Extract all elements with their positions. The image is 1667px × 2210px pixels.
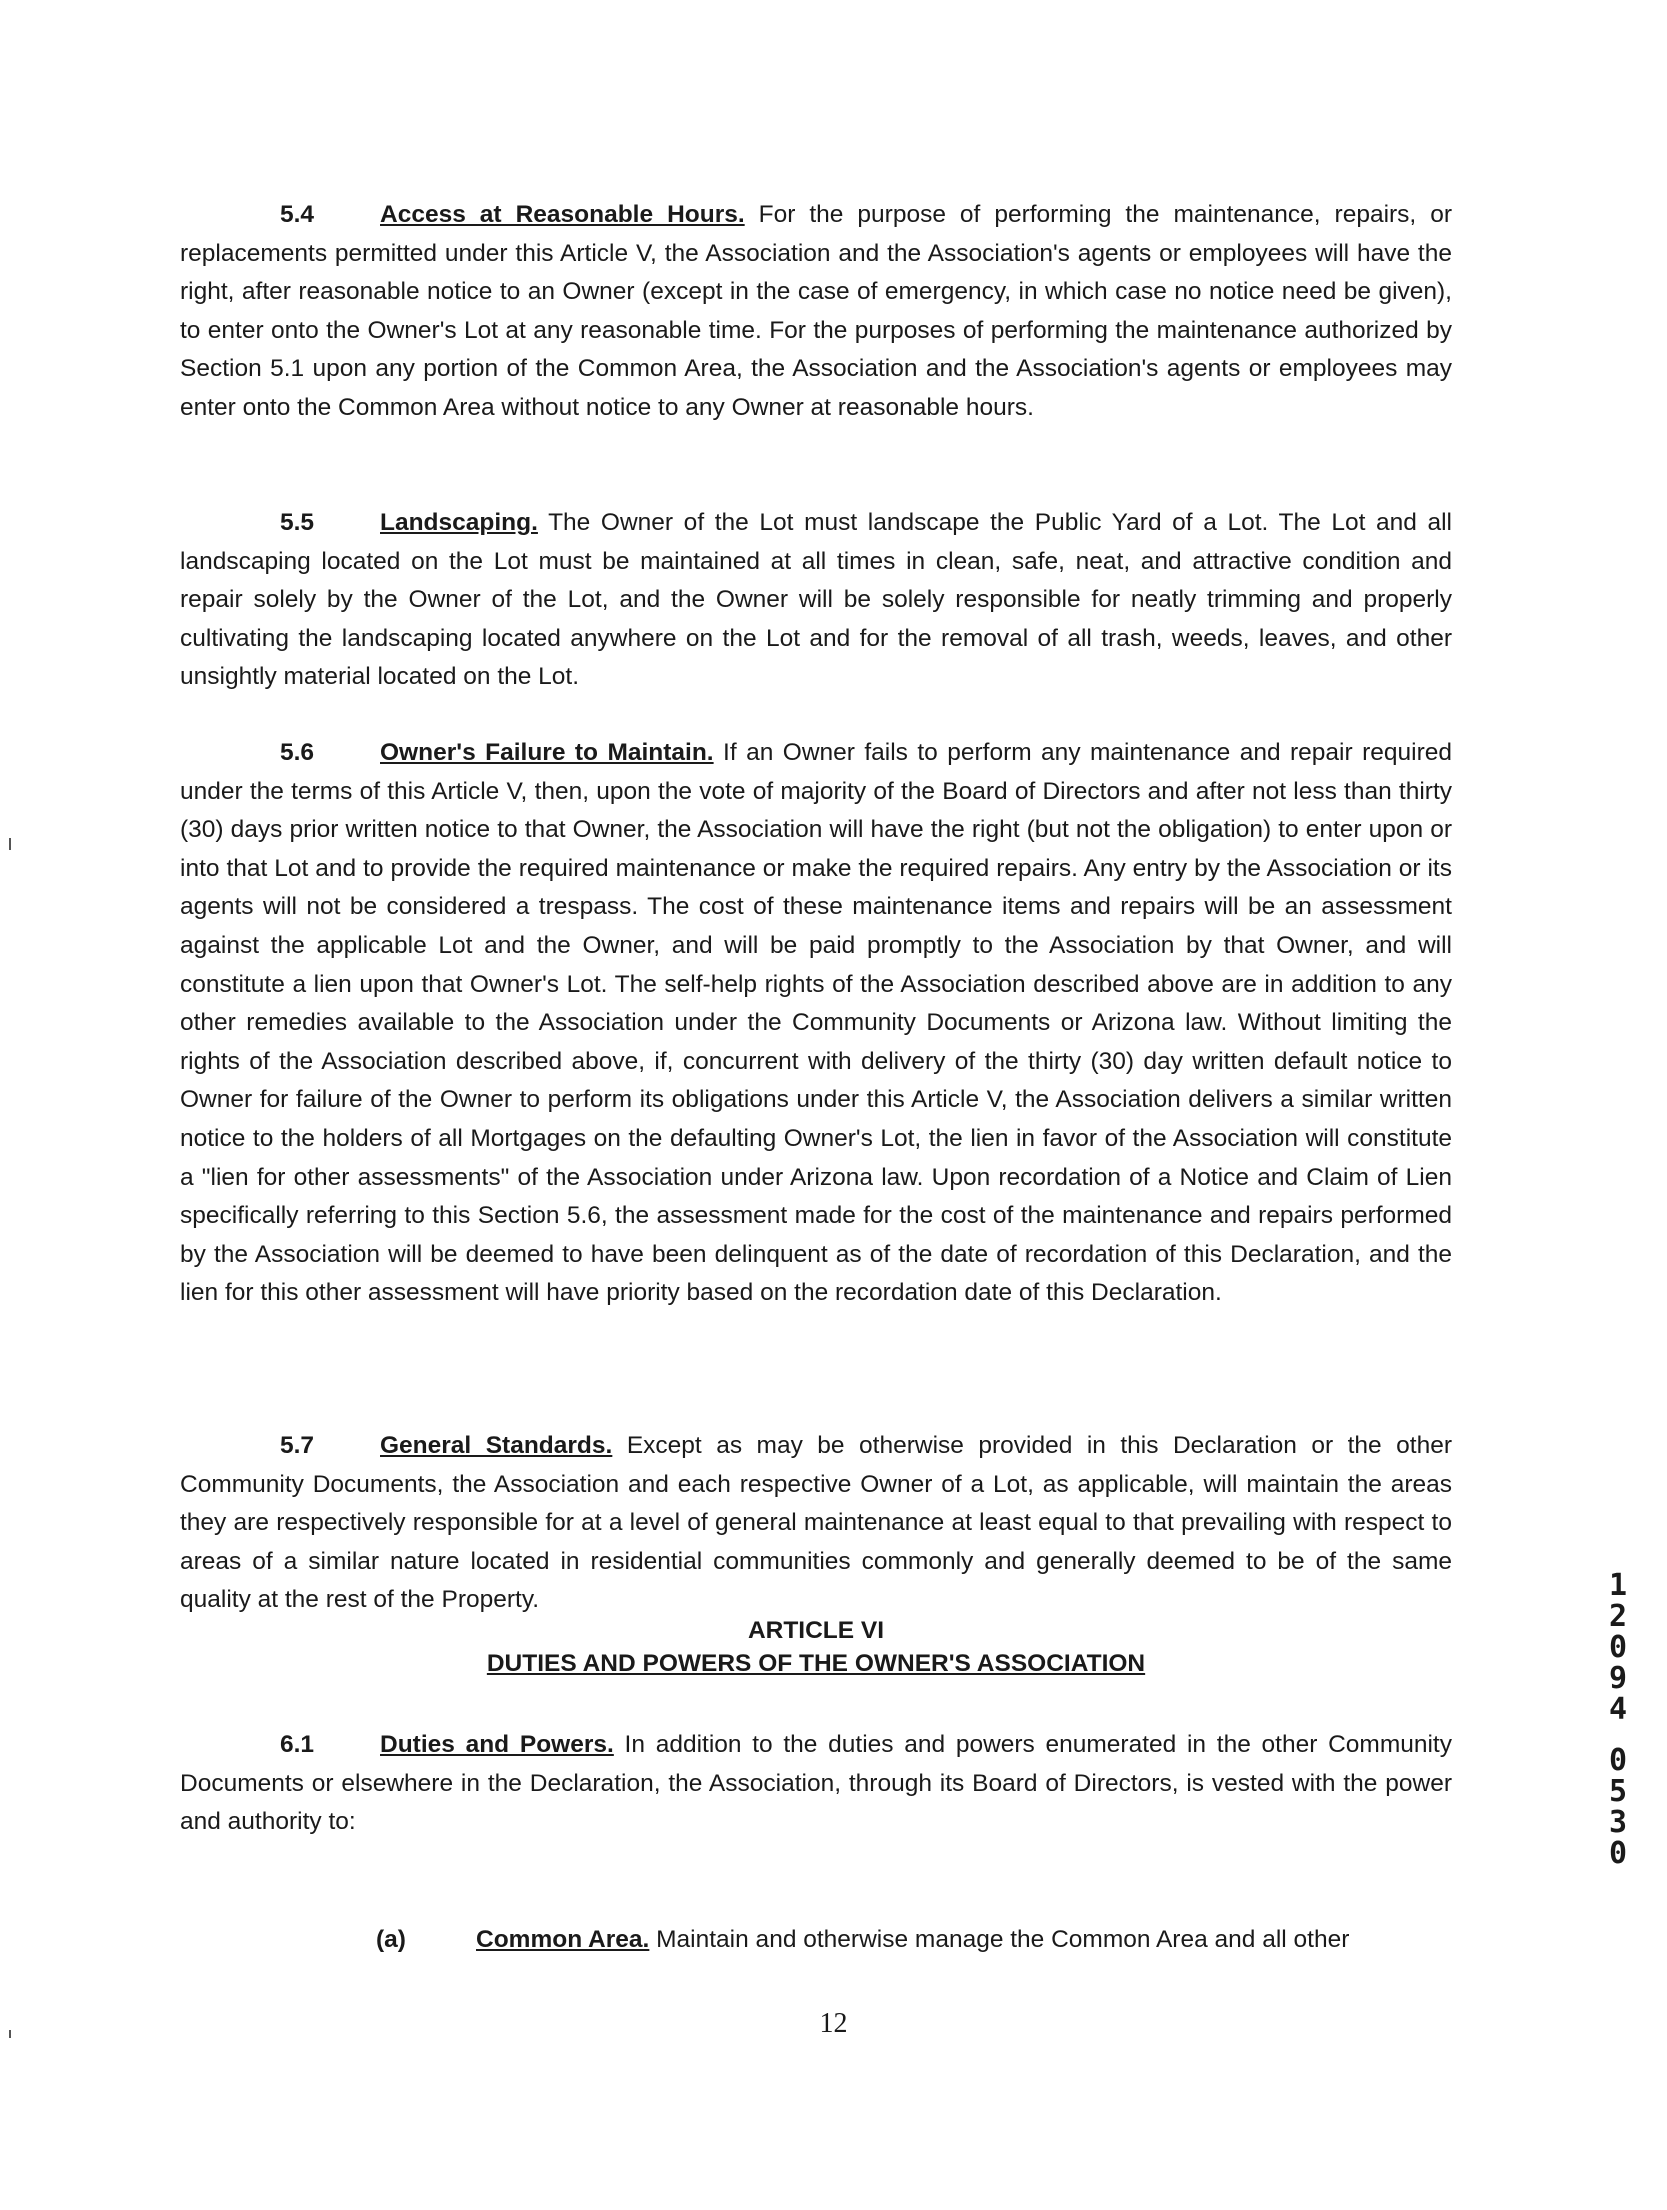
sub-item-letter: (a) bbox=[376, 1926, 406, 1953]
section-6-1 bbox=[180, 1726, 1452, 1842]
section-5-5 bbox=[180, 504, 1452, 697]
article-heading bbox=[180, 1614, 1452, 1680]
article-number: ARTICLE VI bbox=[747, 1617, 885, 1644]
stamp-digit: 0 bbox=[1608, 1743, 1628, 1778]
section-5-4 bbox=[180, 196, 1452, 428]
section-title: Access at Reasonable Hours. bbox=[380, 201, 745, 228]
section-number: 5.6 bbox=[280, 739, 315, 766]
sub-item-title: Common Area. bbox=[476, 1926, 650, 1953]
stamp-digit: 5 bbox=[1608, 1774, 1628, 1809]
section-text: In addition to the duties and powers enumerated in the other Community Documents or elsewhere in the Declaration, the Association, through its Board of Directors, is vested with the power and authority to: bbox=[180, 1731, 1452, 1836]
section-number: 5.7 bbox=[280, 1432, 315, 1459]
sub-item-text: Maintain and otherwise manage the Common Area and all other bbox=[649, 1926, 1350, 1953]
stamp-digit: 0 bbox=[1608, 1836, 1628, 1871]
section-text: For the purpose of performing the maintenance, repairs, or replacements permitted under this Article V, the Association and the Association's agents or employees will have the right, after reasonable notice to an Owner (except in the case of emergency, in which case no notice need be given), to enter onto the Owner's Lot at any reasonable time. For the purposes of performing the maintenance authorized by Section 5.1 upon any portion of the Common Area, the Association and the Association's agents or employees may enter onto the Common Area without notice to any Owner at reasonable hours. bbox=[180, 201, 1452, 421]
section-number: 5.4 bbox=[280, 201, 315, 228]
stamp-digit: 1 bbox=[1608, 1568, 1628, 1603]
section-text: Except as may be otherwise provided in this Declaration or the other Community Documents, the Association and each respective Owner of a Lot, as applicable, will maintain the areas they are respectively responsible for at a level of general maintenance at least equal to that prevailing with respect to areas of a similar nature located in residential communities commonly and generally deemed to be of the same quality at the rest of the Property. bbox=[180, 1432, 1452, 1614]
section-text: If an Owner fails to perform any maintenance and repair required under the terms of this Article V, then, upon the vote of majority of the Board of Directors and after not less than thirty (30) days prior written notice to that Owner, the Association will have the right (but not the obligation) to enter upon or into that Lot and to provide the required maintenance or make the required repairs. Any entry by the Association or its agents will not be considered a trespass. The cost of these maintenance items and repairs will be an assessment against the applicable Lot and the Owner, and will be paid promptly to the Association by that Owner, and will constitute a lien upon that Owner's Lot. The self-help rights of the Association described above are in addition to any other remedies available to the Association under the Community Documents or Arizona law. Without limiting the rights of the Association described above, if, concurrent with delivery of the thirty (30) day written default notice to Owner for failure of the Owner to perform its obligations under this Article V, the Association delivers a similar written notice to the holders of all Mortgages on the defaulting Owner's Lot, the lien in favor of the Association will constitute a "lien for other assessments" of the Association under Arizona law. Upon recordation of a Notice and Claim of Lien specifically referring to this Section 5.6, the assessment made for the cost of the maintenance and repairs performed by the Association will be deemed to have been delinquent as of the date of recordation of this Declaration, and the lien for this other assessment will have priority based on the recordation date of this Declaration. bbox=[180, 739, 1452, 1307]
section-title: Duties and Powers. bbox=[380, 1731, 614, 1758]
sub-item-a bbox=[376, 1921, 1452, 1959]
section-number: 6.1 bbox=[280, 1731, 315, 1758]
article-subheading: DUTIES AND POWERS OF THE OWNER'S ASSOCIATION bbox=[486, 1650, 1146, 1677]
stamp-digit: 0 bbox=[1608, 1630, 1628, 1665]
stamp-gap bbox=[1598, 1725, 1638, 1745]
scan-mark bbox=[9, 2030, 11, 2038]
stamp-digit: 9 bbox=[1608, 1661, 1628, 1696]
section-title: Landscaping. bbox=[380, 509, 538, 536]
section-5-6 bbox=[180, 734, 1452, 1313]
section-5-7 bbox=[180, 1427, 1452, 1620]
section-title: Owner's Failure to Maintain. bbox=[380, 739, 714, 766]
stamp-digit: 2 bbox=[1608, 1599, 1628, 1634]
recording-stamp bbox=[1598, 1570, 1638, 1869]
stamp-digit: 3 bbox=[1608, 1805, 1628, 1840]
section-number: 5.5 bbox=[280, 509, 315, 536]
page-number: 12 bbox=[819, 2008, 848, 2039]
section-text: The Owner of the Lot must landscape the Public Yard of a Lot. The Lot and all landscaping located on the Lot must be maintained at all times in clean, safe, neat, and attractive condition and repair solely by the Owner of the Lot, and the Owner will be solely responsible for neatly trimming and properly cultivating the landscaping located anywhere on the Lot and for the removal of all trash, weeds, leaves, and other unsightly material located on the Lot. bbox=[180, 509, 1452, 691]
section-title: General Standards. bbox=[380, 1432, 613, 1459]
scan-mark bbox=[9, 838, 11, 850]
stamp-digit: 4 bbox=[1608, 1692, 1628, 1727]
